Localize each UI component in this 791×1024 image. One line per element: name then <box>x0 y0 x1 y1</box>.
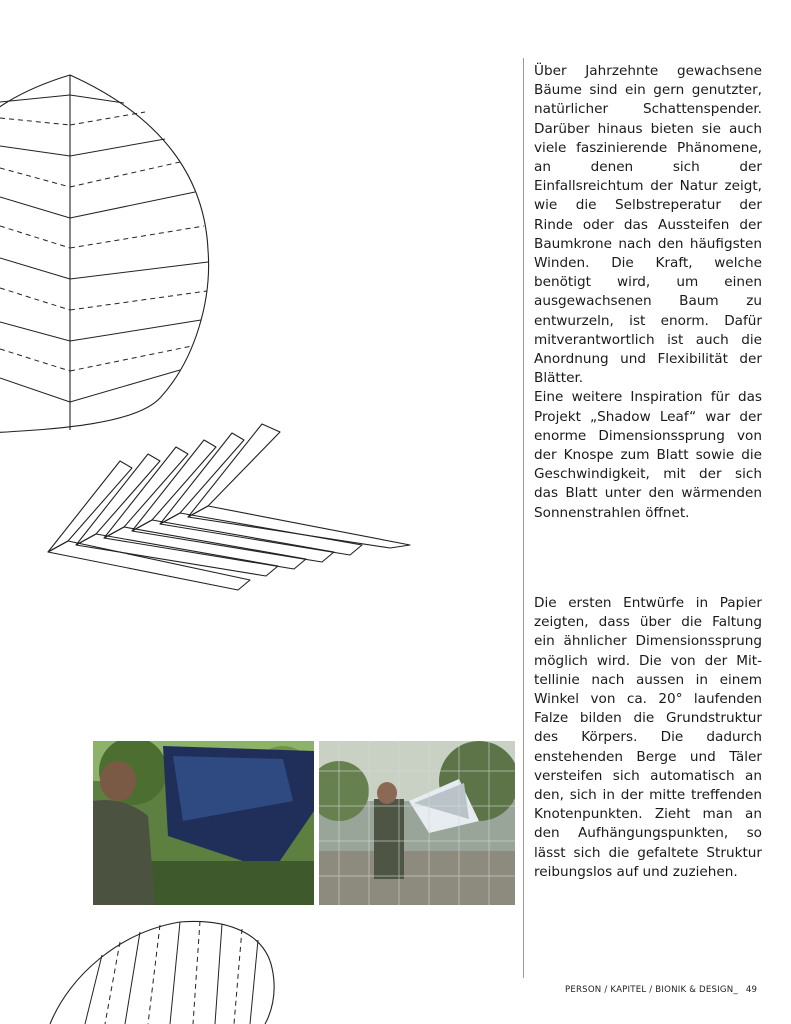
leaf-fold-pattern-drawing <box>0 70 215 435</box>
text-column-lower <box>534 594 762 882</box>
body-paragraph-1: Über Jahrzehnte gewachsene Bäume sind ein gern genutzter, natürlicher Schattenspender. Darüber hinaus bieten sie auch viele faszinierende Phänomene, an denen sich der Einfallsreichtum der Natur zeigt, wie die Selbstreperatur der Rinde oder das Aussteifen der Baumkrone nach den häufigsten Winden. Die Kraft, welche benötigt wird, um einen ausgewachsenen Baum zu entwurzeln, ist enorm. Dafür mitverantwortlich ist auch die Anordnung und Flexibilität der Blätter. <box>534 63 762 387</box>
photo-folded-model-fence <box>319 741 515 905</box>
leaf-fold-pattern-drawing-bottom <box>40 918 310 1024</box>
text-column-upper <box>534 62 762 523</box>
photo-workshop-canopy <box>93 741 314 905</box>
body-paragraph-2: Eine weitere Inspiration für das Projekt „Shadow Leaf“ war der enorme Dimensionssprung von der Knospe zum Blatt sowie die Geschwindigkeit, mit der sich das Blatt unter den wärmenden Sonnenstrahlen öffnet. <box>534 389 762 521</box>
body-paragraph-3: Die ersten Entwürfe in Papier zeigten, dass über die Faltung ein ähnlicher Dimensionssprung möglich wird. Die von der Mittellinie nach aussen in einem Winkel von ca. 20° laufenden Falze bilden die Grundstruktur des Körpers. Die dadurch enstehenden Berge und Täler versteifen sich automatisch an den, sich in der mitte treffenden Knotenpunkten. Zieht man an den Aufhängungspunkten, so lässt sich die gefaltete Struktur reibungslos auf und zuziehen. <box>534 595 762 880</box>
running-head: PERSON / KAPITEL / BIONIK & DESIGN_ <box>565 985 738 995</box>
page-footer <box>565 985 757 995</box>
column-divider <box>523 58 524 978</box>
folded-chevron-drawing <box>40 420 420 600</box>
page-number: 49 <box>745 985 758 995</box>
